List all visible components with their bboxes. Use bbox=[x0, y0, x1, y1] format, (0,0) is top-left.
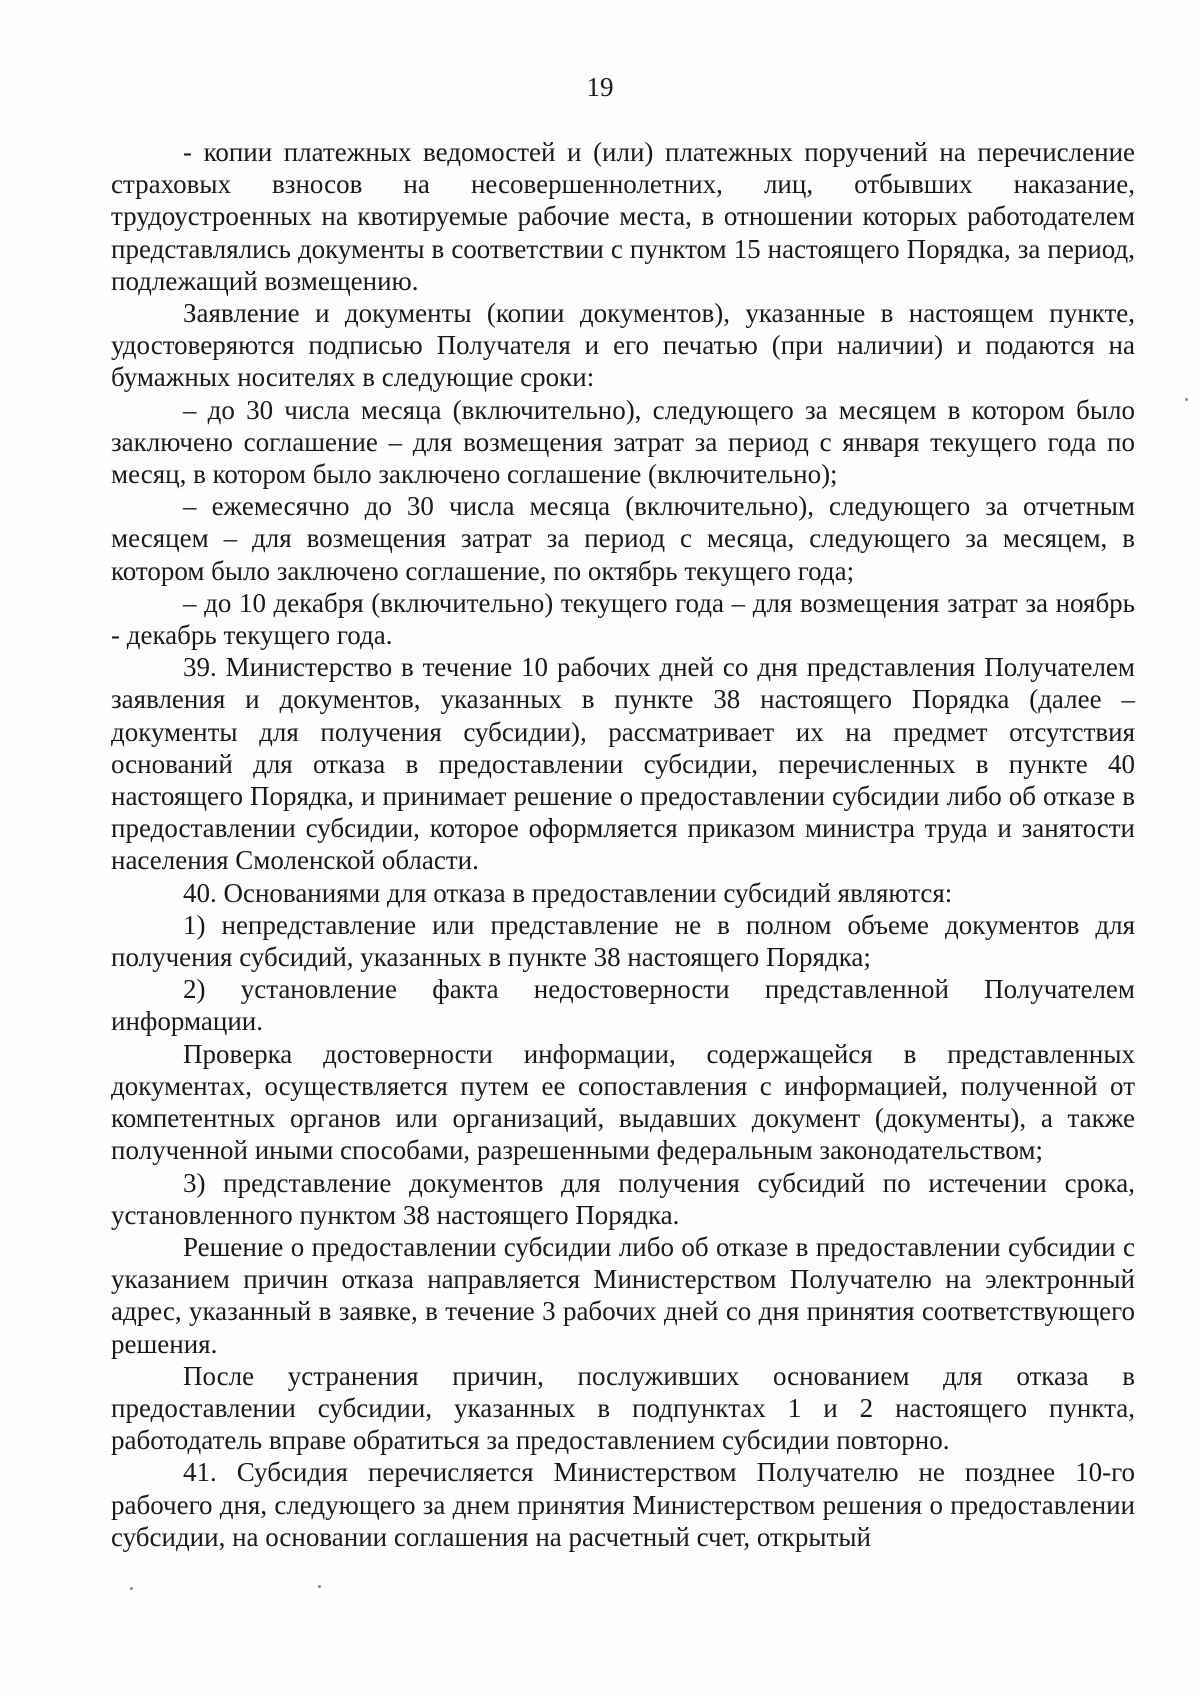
paragraph-reapply: После устранения причин, послуживших основанием для отказа в предоставлении субсидии, указанных в подпунктах 1 и 2 настоящего пункта, работодатель вправе обратиться за предоставлением субсидии повторно. bbox=[111, 1360, 1135, 1456]
paragraph-term-monthly: – ежемесячно до 30 числа месяца (включительно), следующего за отчетным месяцем – для возмещения затрат за период с месяца, следующего за месяцем, в котором было заключено соглашение, по октябрь текущего года; bbox=[111, 491, 1135, 586]
paragraph-term-december: – до 10 декабря (включительно) текущего года – для возмещения затрат за ноябрь - декабрь текущего года. bbox=[111, 587, 1135, 651]
paragraph-reason-1: 1) непредставление или представление не в полном объеме документов для получения субсидий, указанных в пункте 38 настоящего Порядка; bbox=[111, 909, 1135, 973]
scan-speck bbox=[130, 1587, 133, 1590]
paragraph-decision: Решение о предоставлении субсидии либо об отказе в предоставлении субсидии с указанием причин отказа направляется Министерством Получателю на электронный адрес, указанный в заявке, в течение 3 рабочих дней со дня принятия соответствующего решения. bbox=[111, 1231, 1135, 1359]
paragraph-application-terms: Заявление и документы (копии документов), указанные в настоящем пункте, удостоверяются подписью Получателя и его печатью (при наличии) и подаются на бумажных носителях в следующие сроки: bbox=[111, 298, 1135, 393]
paragraph-reason-2: 2) установление факта недостоверности представленной Получателем информации. bbox=[111, 974, 1135, 1037]
scan-speck bbox=[1185, 398, 1188, 401]
document-body bbox=[111, 136, 1135, 1553]
paragraph-term-first: – до 30 числа месяца (включительно), следующего за месяцем в котором было заключено соглашение – для возмещения затрат за период с января текущего года по месяц, в котором было заключено соглашение (включительно); bbox=[111, 394, 1135, 490]
paragraph-item-41: 41. Субсидия перечисляется Министерством Получателю не позднее 10-го рабочего дня, следующего за днем принятия Министерством решения о предоставлении субсидии, на основании соглашения на расчетный счет, открытый bbox=[111, 1457, 1135, 1552]
scan-speck bbox=[318, 1585, 321, 1588]
paragraph-reason-3: 3) представление документов для получения субсидий по истечении срока, установленного пунктом 38 настоящего Порядка. bbox=[111, 1167, 1135, 1230]
paragraph-payment-copies: - копии платежных ведомостей и (или) платежных поручений на перечисление страховых взносов на несовершеннолетних, лиц, отбывших наказание, трудоустроенных на квотируемые рабочие места, в отношении которых работодателем представлялись документы в соответствии с пунктом 15 настоящего Порядка, за период, подлежащий возмещению. bbox=[111, 137, 1135, 296]
paragraph-verification: Проверка достоверности информации, содержащейся в представленных документах, осуществляется путем ее сопоставления с информацией, полученной от компетентных органов или организаций, выдавших документ (документы), а также полученной иными способами, разрешенными федеральным законодательством; bbox=[111, 1038, 1135, 1166]
paragraph-item-39: 39. Министерство в течение 10 рабочих дней со дня представления Получателем заявления и документов, указанных в пункте 38 настоящего Порядка (далее – документы для получения субсидии), рассматривает их на предмет отсутствия оснований для отказа в предоставлении субсидии, перечисленных в пункте 40 настоящего Порядка, и принимает решение о предоставлении субсидии либо об отказе в предоставлении субсидии, которое оформляется приказом министра труда и занятости населения Смоленской области. bbox=[111, 652, 1135, 876]
paragraph-item-40: 40. Основаниями для отказа в предоставлении субсидий являются: bbox=[183, 877, 953, 908]
page-number: 19 bbox=[586, 72, 614, 102]
